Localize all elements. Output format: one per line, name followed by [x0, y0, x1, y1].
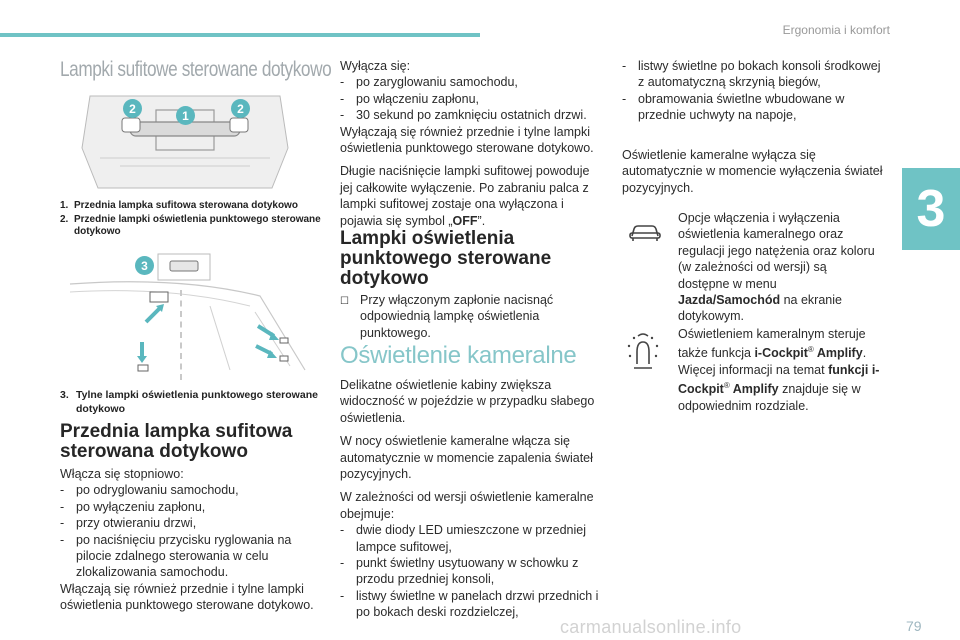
- list-item: - punkt świetlny usytuowany w schowku z przodu przedniej konsoli,: [340, 556, 579, 587]
- list-item: - dwie diody LED umieszczone w przedniej lampce sufitowej,: [340, 523, 586, 554]
- header-accent-bar: [0, 33, 480, 37]
- heading-front-ceiling-lamp: Przednia lampka sufitowa sterowana dotykowo: [60, 421, 293, 462]
- heading-spot-lamps: Lampki oświetlenia punktowego sterowane dotykowo: [340, 228, 552, 289]
- page-number: 79: [906, 618, 922, 634]
- front-lamp-intro: Włącza się stopniowo:: [60, 467, 184, 481]
- note-i-cockpit-amplify: Oświetleniem kameralnym steruje także funkcja i-Cockpit® Amplify. Więcej informacji na temat funkcji i-Cockpit® Amplify znajduje się w odpowiednim rozdziale.: [678, 327, 880, 413]
- list-item: - po zaryglowaniu samochodu,: [340, 75, 518, 90]
- i-cockpit-amplify-icon: [624, 330, 662, 375]
- caption-2-num: 2.: [60, 214, 69, 225]
- caption-2: [60, 214, 322, 238]
- callout-badge-2-right: 2: [231, 99, 250, 118]
- instruction-item: ☐ Przy włączonym zapłonie nacisnąć odpowiednią lampkę oświetlenia punktowego.: [340, 293, 554, 340]
- figure2-caption: [60, 388, 322, 416]
- caption-3-text: Tylne lampki oświetlenia punktowego sterowane dotykowo: [76, 389, 318, 415]
- chapter-tab: 3: [902, 168, 960, 250]
- ambient-list-continued: [622, 58, 884, 124]
- paragraph: Delikatne oświetlenie kabiny zwiększa widoczność w pojeździe w przypadku słabego oświetlenia.: [340, 378, 595, 425]
- list-item: - 30 sekund po zamknięciu ostatnich drzwi.: [340, 108, 587, 123]
- spot-lamp-instruction: [340, 292, 602, 341]
- list-item: - listwy świetlne w panelach drzwi przednich i po bokach deski rozdzielczej,: [340, 588, 599, 620]
- list-item: - przy otwieraniu drzwi,: [60, 516, 197, 531]
- front-ceiling-lamp-illustration: [60, 88, 310, 193]
- list-item: - po wyłączeniu zapłonu,: [60, 499, 206, 514]
- checkbox-bullet-icon: ☐: [340, 296, 349, 307]
- figure-divider: [180, 290, 182, 380]
- list-item: - po naciśnięciu przycisku ryglowania na pilocie zdalnego sterowania w celu zlokalizowania samochodu.: [60, 532, 292, 580]
- rear-spot-lamp-illustration: [60, 250, 315, 380]
- caption-2-text: Przednie lampki oświetlenia punktowego sterowane dotykowo: [74, 214, 321, 237]
- paragraph: Wyłączają się również przednie i tylne lampki oświetlenia punktowego sterowane dotykowo.: [340, 124, 594, 156]
- switch-off-intro: Wyłącza się:: [340, 59, 411, 73]
- caption-3: [60, 388, 322, 416]
- caption-1-text: Przednia lampka sufitowa sterowana dotykowo: [74, 200, 298, 211]
- caption-3-num: 3.: [60, 389, 69, 401]
- caption-1: [60, 200, 322, 212]
- callout-badge-3: 3: [135, 256, 154, 275]
- paragraph: W zależności od wersji oświetlenie kameralne obejmuje:: [340, 490, 594, 521]
- heading-ambient-lighting: Oświetlenie kameralne: [340, 342, 577, 369]
- section-header: Ergonomia i komfort: [782, 23, 890, 37]
- list-item: - po włączeniu zapłonu,: [340, 91, 479, 106]
- front-lamp-body: [60, 466, 322, 614]
- list-item: - obramowania świetlne wbudowane w przednie uchwyty na napoje,: [622, 91, 845, 123]
- note-ambient-settings: Opcje włączenia i wyłączenia oświetlenia kameralnego oraz regulacji jego natężenia oraz koloru (w zależności od wersji) są dostępne w menu Jazda/Samochód na ekranie dotykowym.: [678, 211, 875, 324]
- callout-badge-1: 1: [176, 106, 195, 125]
- switch-off-body: [340, 58, 602, 236]
- paragraph: W nocy oświetlenie kameralne włącza się automatycznie w momencie zapalenia świateł pozycyjnych.: [340, 434, 593, 482]
- caption-1-num: 1.: [60, 200, 69, 211]
- paragraph: Długie naciśnięcie lampki sufitowej powoduje jej całkowite wyłączenie. Po zabraniu palca z lampki sufitowej zostaje ona wyłączona i pojawia się symbol „OFF”.: [340, 164, 590, 228]
- section-title: Lampki sufitowe sterowane dotykowo: [60, 58, 332, 81]
- callout-badge-2-left: 2: [123, 99, 142, 118]
- ambient-switch-off-paragraph: Oświetlenie kameralne wyłącza się automatycznie w momencie wyłączenia świateł pozycyjnych.: [622, 148, 883, 195]
- car-settings-icon: [628, 222, 662, 247]
- watermark: carmanualsonline.info: [560, 617, 742, 637]
- figure1-captions: [60, 200, 322, 238]
- front-lamp-outro: Włączają się również przednie i tylne lampki oświetlenia punktowego sterowane dotykowo.: [60, 581, 314, 613]
- ambient-lighting-body: [340, 377, 604, 621]
- list-item: - listwy świetlne po bokach konsoli środkowej z automatyczną skrzynią biegów,: [622, 59, 881, 90]
- list-item: - po odryglowaniu samochodu,: [60, 483, 239, 498]
